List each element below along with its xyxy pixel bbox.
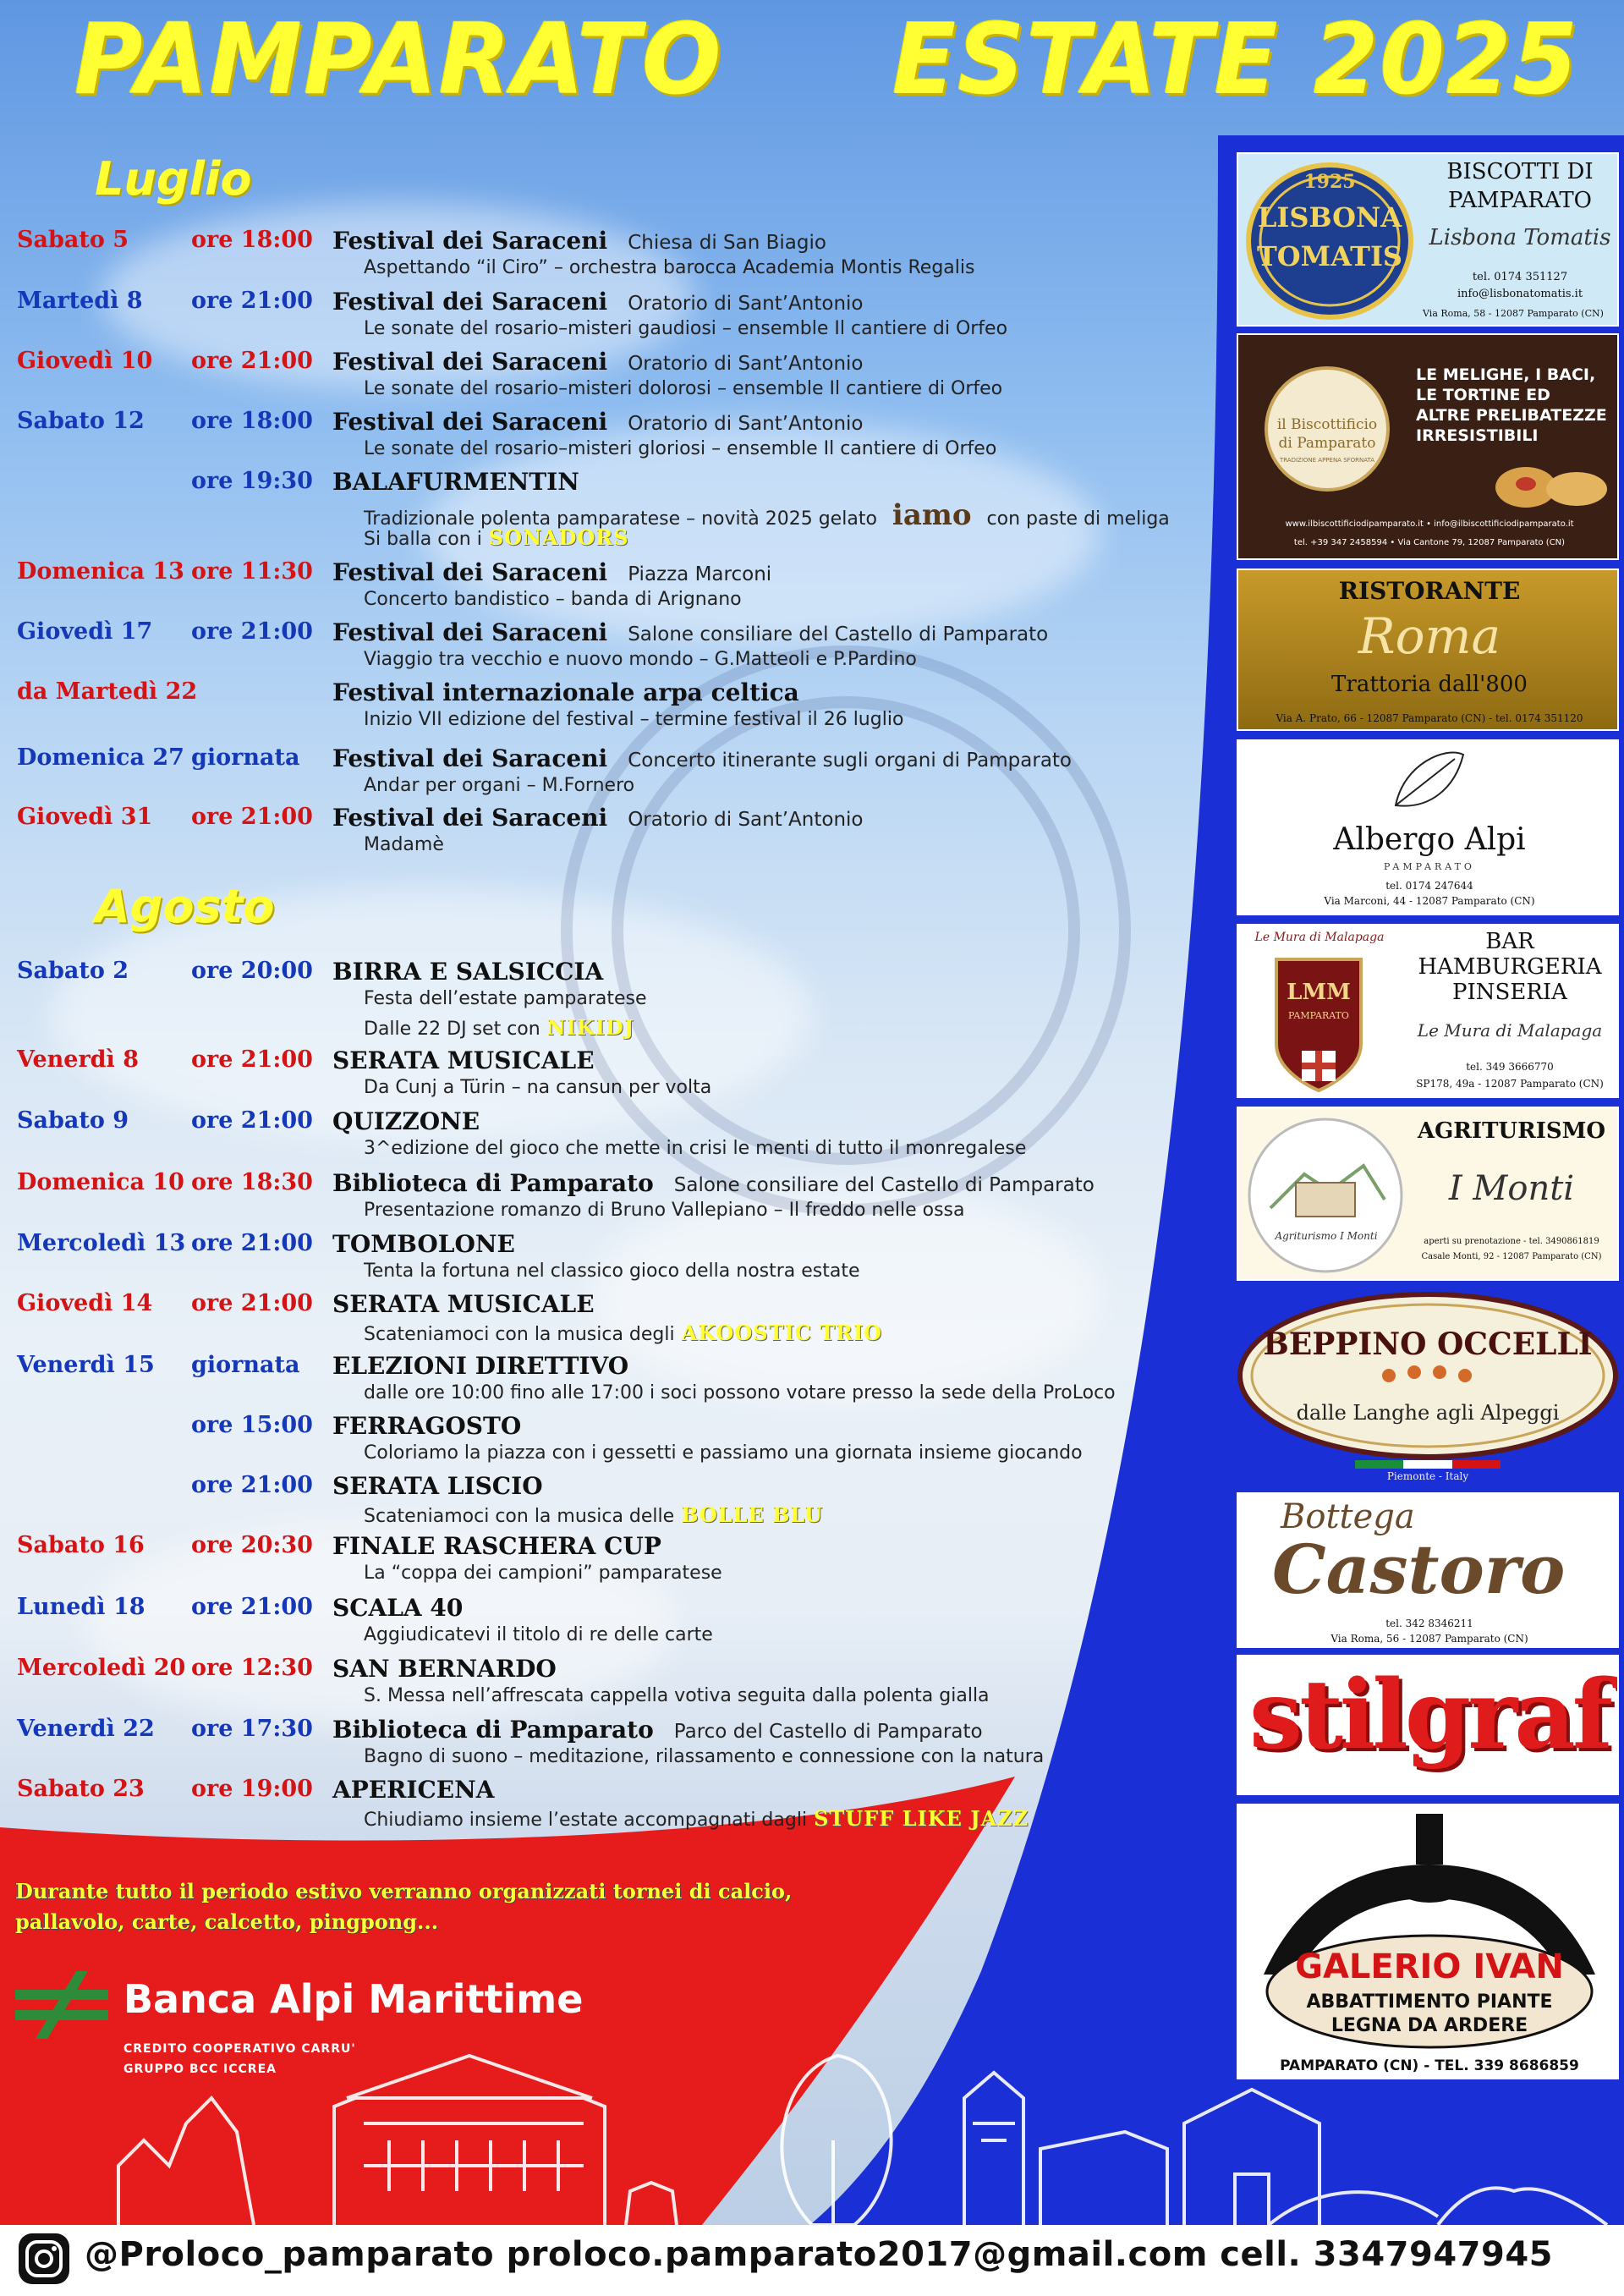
event-time: ore 15:00 <box>191 1412 313 1438</box>
event-day: Martedì 8 <box>17 288 143 314</box>
performer-highlight: SONADORS <box>488 525 629 550</box>
castoro-tel: tel. 342 8346211 <box>1385 1618 1473 1629</box>
event-title: SERATA LISCIO <box>332 1472 543 1500</box>
event-description <box>364 1746 1044 1767</box>
event-row <box>0 958 1201 1040</box>
event-location: Oratorio di Sant’Antonio <box>628 809 864 831</box>
biscottificio-tag: TRADIZIONE APPENA SFORNATA <box>1279 457 1375 464</box>
event-row <box>0 1169 1201 1230</box>
event-row <box>0 1046 1201 1107</box>
event-description-text: Scateniamoci con la musica delle <box>364 1506 675 1527</box>
event-description-text: Le sonate del rosario–misteri dolorosi – ensemble Il cantiere di Orfeo <box>364 378 1003 399</box>
event-description <box>364 1200 965 1221</box>
iamo-brand-logo: iamo <box>892 498 972 532</box>
biscottificio-brand-1: il Biscottificio <box>1276 416 1378 433</box>
event-description-2-text: Dalle 22 DJ set con <box>364 1019 540 1040</box>
event-row <box>0 1532 1201 1593</box>
sponsor-ristorante-roma <box>1237 569 1619 731</box>
event-day: Mercoledì 20 <box>17 1655 186 1681</box>
title-right: ESTATE 2025 <box>892 2 1580 117</box>
event-description <box>364 1138 1026 1159</box>
biscottificio-web: www.ilbiscottificiodipamparato.it • info@ilbiscottificiodipamparato.it <box>1285 519 1574 529</box>
event-time: ore 21:00 <box>191 1290 313 1316</box>
lisbona-title-1: BISCOTTI DI <box>1446 159 1594 184</box>
biscottificio-line-3: ALTRE PRELIBATEZZE <box>1416 406 1607 425</box>
event-row <box>0 288 1201 349</box>
event-row <box>0 1352 1201 1413</box>
event-row <box>0 1472 1201 1533</box>
event-description-text: S. Messa nell’affrescata cappella votiva seguita dalla polenta gialla <box>364 1685 990 1706</box>
event-name <box>332 1352 628 1380</box>
roma-script: Roma <box>1358 607 1501 665</box>
event-title: Festival dei Saraceni <box>332 804 608 832</box>
event-day: Sabato 12 <box>17 408 145 434</box>
event-description-text: Madamè <box>364 834 444 855</box>
event-description <box>364 1685 990 1706</box>
sponsor-albergo-alpi <box>1237 739 1619 915</box>
event-day: Giovedì 17 <box>17 618 153 645</box>
event-day: Sabato 2 <box>17 958 129 984</box>
malapaga-line-2: HAMBURGERIA <box>1418 954 1602 980</box>
sponsor-galerio-ivan <box>1237 1804 1619 2079</box>
bank-subtitle-1: CREDITO COOPERATIVO CARRU' <box>123 2042 356 2056</box>
event-title: SAN BERNARDO <box>332 1655 557 1683</box>
monti-plate-icon <box>1245 1115 1406 1276</box>
castoro-name: Castoro <box>1272 1530 1566 1609</box>
event-location: Oratorio di Sant’Antonio <box>628 353 864 375</box>
roma-subtitle: Trattoria dall'800 <box>1331 672 1528 697</box>
event-day: Domenica 13 <box>17 558 184 585</box>
event-name <box>332 408 864 436</box>
event-description-text: Le sonate del rosario–misteri gloriosi – ensemble Il cantiere di Orfeo <box>364 438 997 459</box>
event-description-text: Aspettando “il Ciro” – orchestra barocca Academia Montis Regalis <box>364 257 975 278</box>
galerio-name: GALERIO IVAN <box>1295 1947 1564 1986</box>
event-time: ore 19:30 <box>191 468 313 494</box>
leaf-icon <box>1387 746 1472 814</box>
event-location: Oratorio di Sant’Antonio <box>628 293 864 315</box>
lisbona-year: 1925 <box>1303 171 1356 193</box>
event-description-text: Aggiudicatevi il titolo di re delle carte <box>364 1624 713 1645</box>
event-name <box>332 227 826 255</box>
event-day: Lunedì 18 <box>17 1594 145 1620</box>
malapaga-shield-icon <box>1272 951 1365 1095</box>
event-name <box>332 1230 515 1258</box>
event-name <box>332 1290 595 1318</box>
note-line-2: pallavolo, carte, calcetto, pingpong... <box>15 1909 439 1934</box>
event-description <box>364 1442 1083 1464</box>
event-row <box>0 744 1201 805</box>
event-description-2 <box>364 525 629 550</box>
event-day: da Martedì 22 <box>17 678 198 705</box>
sponsor-lisbona-tomatis <box>1237 152 1619 327</box>
event-description-text: Andar per organi – M.Fornero <box>364 775 635 796</box>
footer-bar <box>0 2225 1624 2296</box>
event-title: SERATA MUSICALE <box>332 1046 595 1074</box>
occelli-name: BEPPINO OCCELLI <box>1263 1327 1593 1362</box>
event-description <box>364 709 903 730</box>
cookies-icon <box>1492 453 1610 513</box>
event-row <box>0 558 1201 619</box>
castoro-address: Via Roma, 56 - 12087 Pamparato (CN) <box>1330 1633 1528 1645</box>
event-description <box>364 1077 711 1098</box>
event-name <box>332 1472 543 1500</box>
event-description <box>364 834 444 855</box>
note-line-1: Durante tutto il periodo estivo verranno organizzati tornei di calcio, <box>15 1879 793 1903</box>
event-description-text: Scateniamoci con la musica degli <box>364 1324 675 1345</box>
event-description-2-text: Si balla con i <box>364 529 482 550</box>
event-title: Festival internazionale arpa celtica <box>332 678 799 706</box>
event-description <box>364 649 917 670</box>
lisbona-script: Lisbona Tomatis <box>1429 225 1611 250</box>
event-name <box>332 1046 595 1074</box>
malapaga-line-3: PINSERIA <box>1452 980 1567 1005</box>
sponsor-beppino-occelli <box>1237 1291 1619 1487</box>
sponsor-biscottificio <box>1237 333 1619 560</box>
lisbona-address: Via Roma, 58 - 12087 Pamparato (CN) <box>1423 308 1604 319</box>
alpi-name: Albergo Alpi <box>1333 822 1526 857</box>
event-description-text: Chiudiamo insieme l’estate accompagnati dagli <box>364 1810 808 1831</box>
event-title: BIRRA E SALSICCIA <box>332 958 604 986</box>
event-name <box>332 468 579 496</box>
event-description <box>364 378 1002 399</box>
event-time: ore 17:30 <box>191 1716 313 1742</box>
event-name <box>332 618 1048 646</box>
malapaga-top: Le Mura di Malapaga <box>1254 931 1385 944</box>
sponsor-bottega-castoro <box>1237 1492 1619 1648</box>
event-time: ore 20:30 <box>191 1532 313 1558</box>
event-name <box>332 348 864 376</box>
event-time: ore 21:00 <box>191 1107 313 1134</box>
occelli-oval-icon <box>1237 1291 1619 1460</box>
event-name <box>332 1412 521 1440</box>
event-description <box>364 438 996 459</box>
event-description-text: Coloriamo la piazza con i gessetti e passiamo una giornata insieme giocando <box>364 1442 1083 1464</box>
lisbona-tel: tel. 0174 351127 <box>1472 271 1568 283</box>
event-day: Sabato 23 <box>17 1776 145 1802</box>
monti-title: AGRITURISMO <box>1417 1118 1606 1144</box>
biscottificio-contact: tel. +39 347 2458594 • Via Cantone 79, 12087 Pamparato (CN) <box>1293 538 1566 547</box>
event-description-text: Da Cunj a Türin – na cansun per volta <box>364 1077 712 1098</box>
event-description <box>364 318 1007 339</box>
event-title: SCALA 40 <box>332 1594 464 1622</box>
event-time: giornata <box>191 1352 300 1378</box>
month-luglio: Luglio <box>95 152 252 206</box>
event-description-text: Tenta la fortuna nel classico gioco della nostra estate <box>364 1261 860 1282</box>
bank-subtitle-2: GRUPPO BCC ICCREA <box>123 2063 277 2076</box>
event-description <box>364 1624 713 1645</box>
event-description <box>364 1321 882 1345</box>
roma-address: Via A. Prato, 66 - 12087 Pamparato (CN) - tel. 0174 351120 <box>1276 712 1583 724</box>
event-time: ore 19:00 <box>191 1776 313 1802</box>
event-row <box>0 1716 1201 1777</box>
event-day: Giovedì 10 <box>17 348 153 374</box>
event-name <box>332 804 864 832</box>
biscottificio-line-1: LE MELIGHE, I BACI, <box>1416 365 1596 384</box>
event-row <box>0 618 1201 679</box>
event-day: Domenica 27 <box>17 744 184 771</box>
event-description <box>364 1502 823 1527</box>
event-description-text: Inizio VII edizione del festival – termine festival il 26 luglio <box>364 709 904 730</box>
alpi-tel: tel. 0174 247644 <box>1385 880 1473 892</box>
event-title: QUIZZONE <box>332 1107 480 1135</box>
event-day: Venerdì 8 <box>17 1046 140 1073</box>
castoro-top: Bottega <box>1281 1497 1415 1536</box>
event-title: Festival dei Saraceni <box>332 408 608 436</box>
title-left: PAMPARATO <box>74 2 723 117</box>
galerio-line-1: ABBATTIMENTO PIANTE <box>1306 1991 1553 2013</box>
event-title: Festival dei Saraceni <box>332 744 608 772</box>
event-name <box>332 288 864 316</box>
event-name <box>332 1776 494 1804</box>
monti-plate-text: Agriturismo I Monti <box>1275 1230 1378 1242</box>
alpi-address: Via Marconi, 44 - 12087 Pamparato (CN) <box>1324 895 1535 907</box>
galerio-line-2: LEGNA DA ARDERE <box>1330 2015 1528 2036</box>
monti-script: I Monti <box>1448 1169 1575 1208</box>
italian-flag-icon <box>1355 1460 1501 1469</box>
event-time: ore 12:30 <box>191 1655 313 1681</box>
event-description-text: Concerto bandistico – banda di Arignano <box>364 589 742 610</box>
event-title: Festival dei Saraceni <box>332 618 608 646</box>
event-time: giornata <box>191 744 300 771</box>
monti-line-2: Casale Monti, 92 - 12087 Pamparato (CN) <box>1421 1252 1602 1261</box>
event-location: Parco del Castello di Pamparato <box>673 1721 983 1743</box>
malapaga-place: PAMPARATO <box>1288 1010 1349 1021</box>
event-day: Sabato 5 <box>17 227 129 253</box>
malapaga-line-1: BAR <box>1485 929 1534 954</box>
lisbona-brand-2: TOMATIS <box>1256 240 1403 272</box>
event-location: Concerto itinerante sugli organi di Pamparato <box>628 750 1072 772</box>
occelli-subtitle: dalle Langhe agli Alpeggi <box>1296 1401 1560 1425</box>
footer-contacts: @Proloco_pamparato proloco.pamparato2017@gmail.com cell. 3347947945 <box>85 2235 1553 2274</box>
event-day: Giovedì 31 <box>17 804 153 830</box>
event-day: Sabato 9 <box>17 1107 129 1134</box>
event-row <box>0 1230 1201 1291</box>
event-name <box>332 1655 557 1683</box>
event-description-text: 3^edizione del gioco che mette in crisi le menti di tutto il monregalese <box>364 1138 1027 1159</box>
stilgraf-name: stilgraf <box>1249 1660 1610 1771</box>
event-row <box>0 1655 1201 1716</box>
event-row <box>0 1290 1201 1351</box>
sponsor-mura-malapaga <box>1237 924 1619 1098</box>
event-description <box>364 1563 722 1584</box>
sponsor-agriturismo-monti <box>1237 1107 1619 1281</box>
event-day: Sabato 16 <box>17 1532 145 1558</box>
performer-highlight: BOLLE BLU <box>681 1502 824 1527</box>
event-description <box>364 1382 1116 1403</box>
event-day: Venerdì 22 <box>17 1716 155 1742</box>
event-title: Festival dei Saraceni <box>332 348 608 376</box>
event-description <box>364 589 742 610</box>
event-title: Festival dei Saraceni <box>332 227 608 255</box>
sponsor-stilgraf <box>1237 1655 1619 1795</box>
performer-highlight: STUFF LIKE JAZZ <box>814 1806 1029 1831</box>
event-name <box>332 1594 463 1622</box>
event-row <box>0 468 1201 550</box>
event-time: ore 21:00 <box>191 1472 313 1498</box>
event-row <box>0 804 1201 865</box>
malapaga-script: Le Mura di Malapaga <box>1417 1020 1603 1041</box>
biscottificio-line-2: LE TORTINE ED <box>1416 386 1550 404</box>
event-description-text: La “coppa dei campioni” pamparatese <box>364 1563 722 1584</box>
event-location: Piazza Marconi <box>628 563 772 585</box>
event-day: Venerdì 15 <box>17 1352 155 1378</box>
event-description-text: dalle ore 10:00 fino alle 17:00 i soci possono votare presso la sede della ProLoco <box>364 1382 1116 1403</box>
event-name <box>332 958 603 986</box>
event-day: Mercoledì 13 <box>17 1230 186 1256</box>
event-location: Chiesa di San Biagio <box>628 232 826 254</box>
event-day: Domenica 10 <box>17 1169 184 1195</box>
event-name <box>332 1716 983 1744</box>
monti-line-1: aperti su prenotazione - tel. 3490861819 <box>1424 1237 1599 1246</box>
event-description-text: Festa dell’estate pamparatese <box>364 988 647 1009</box>
event-description <box>364 988 647 1009</box>
event-description-text: Presentazione romanzo di Bruno Vallepiano – Il freddo nelle ossa <box>364 1200 965 1221</box>
event-row <box>0 348 1201 409</box>
event-name <box>332 1107 480 1135</box>
event-description <box>364 257 974 278</box>
event-time: ore 21:00 <box>191 1046 313 1073</box>
event-time: ore 21:00 <box>191 1594 313 1620</box>
event-title: APERICENA <box>332 1776 495 1804</box>
event-description-text: Bagno di suono – meditazione, rilassamento e connessione con la natura <box>364 1746 1045 1767</box>
roma-title: RISTORANTE <box>1338 577 1521 605</box>
event-title: TOMBOLONE <box>332 1230 515 1258</box>
event-title: SERATA MUSICALE <box>332 1290 595 1318</box>
malapaga-address: SP178, 49a - 12087 Pamparato (CN) <box>1416 1078 1604 1090</box>
bank-name: Banca Alpi Marittime <box>123 1976 584 2022</box>
event-description-text: Viaggio tra vecchio e nuovo mondo – G.Matteoli e P.Pardino <box>364 649 917 670</box>
event-time: ore 21:00 <box>191 288 313 314</box>
event-title: Biblioteca di Pamparato <box>332 1169 654 1197</box>
event-name <box>332 558 771 586</box>
event-name <box>332 1532 661 1560</box>
biscottificio-brand-2: di Pamparato <box>1278 435 1376 452</box>
event-location: Oratorio di Sant’Antonio <box>628 413 864 435</box>
instagram-icon[interactable] <box>19 2233 69 2284</box>
event-time: ore 20:00 <box>191 958 313 984</box>
galerio-contact: PAMPARATO (CN) - TEL. 339 8686859 <box>1280 2057 1579 2074</box>
event-description-tail: con paste di meliga <box>986 508 1170 530</box>
event-location: Salone consiliare del Castello di Pamparato <box>628 623 1049 645</box>
event-title: Festival dei Saraceni <box>332 558 608 586</box>
event-day: Giovedì 14 <box>17 1290 153 1316</box>
event-name <box>332 744 1072 772</box>
event-description-text: Tradizionale polenta pamparatese – novità 2025 gelato <box>364 508 877 530</box>
event-time: ore 21:00 <box>191 348 313 374</box>
malapaga-tel: tel. 349 3666770 <box>1466 1061 1554 1073</box>
event-row <box>0 678 1201 739</box>
lisbona-brand-1: LISBONA <box>1257 201 1402 233</box>
event-description <box>364 1261 860 1282</box>
event-time: ore 21:00 <box>191 618 313 645</box>
event-description <box>364 775 634 796</box>
event-row <box>0 408 1201 469</box>
event-title: Biblioteca di Pamparato <box>332 1716 654 1744</box>
month-agosto: Agosto <box>95 880 275 933</box>
event-title: BALAFURMENTIN <box>332 468 579 496</box>
event-row <box>0 1594 1201 1655</box>
event-title: FINALE RASCHERA CUP <box>332 1532 661 1560</box>
lisbona-title-2: PAMPARATO <box>1448 188 1592 213</box>
event-row <box>0 227 1201 288</box>
malapaga-monogram: LMM <box>1287 980 1351 1005</box>
event-time: ore 21:00 <box>191 804 313 830</box>
event-time: ore 21:00 <box>191 1230 313 1256</box>
event-time: ore 18:00 <box>191 227 313 253</box>
event-name <box>332 678 799 706</box>
performer-highlight: AKOOSTIC TRIO <box>681 1321 883 1345</box>
event-title: ELEZIONI DIRETTIVO <box>332 1352 629 1380</box>
event-description-2 <box>364 1015 634 1040</box>
event-description-text: Le sonate del rosario–misteri gaudiosi – ensemble Il cantiere di Orfeo <box>364 318 1008 339</box>
event-row <box>0 1776 1201 1837</box>
event-title: Festival dei Saraceni <box>332 288 608 316</box>
biscottificio-line-4: IRRESISTIBILI <box>1416 426 1539 445</box>
event-row <box>0 1107 1201 1168</box>
lisbona-mail: info@lisbonatomatis.it <box>1457 288 1583 300</box>
event-time: ore 11:30 <box>191 558 313 585</box>
event-time: ore 18:00 <box>191 408 313 434</box>
performer-highlight: NIKIDJ <box>546 1015 635 1040</box>
event-time: ore 18:30 <box>191 1169 313 1195</box>
occelli-tag: Piemonte - Italy <box>1386 1470 1469 1482</box>
event-location: Salone consiliare del Castello di Pamparato <box>673 1174 1095 1196</box>
alpi-subtitle: PAMPARATO <box>1384 861 1475 872</box>
event-title: FERRAGOSTO <box>332 1412 522 1440</box>
event-description <box>364 1806 1029 1831</box>
event-row <box>0 1412 1201 1473</box>
event-name <box>332 1169 1095 1197</box>
tournaments-note <box>15 1876 827 1937</box>
